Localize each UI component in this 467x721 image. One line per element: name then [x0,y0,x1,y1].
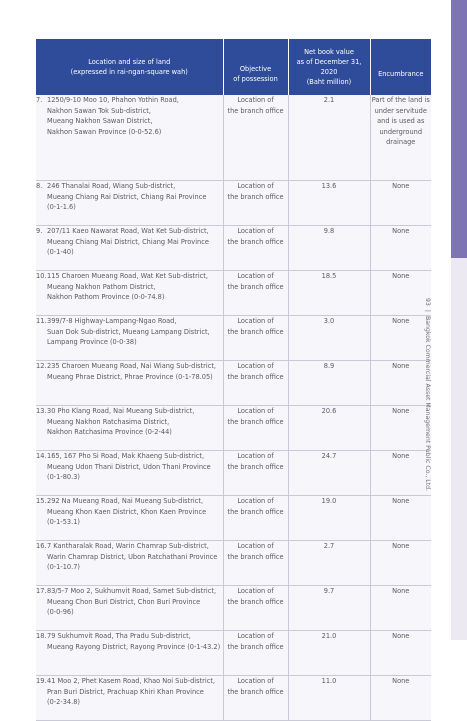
location-line: 292 Na Mueang Road, Nai Mueang Sub-district, [47,497,204,505]
encumbrance-line: None [392,587,410,595]
page-number: 93 [424,298,431,306]
table-row [36,406,431,451]
table-row [36,226,431,271]
encumbrance-line: None [392,182,410,190]
objective-cell [223,361,288,406]
location-line: 246 Thanalai Road, Wiang Sub-district, [47,182,176,190]
location-line: 83/5-7 Moo 2, Sukhumvit Road, Samet Sub-district, [47,587,217,595]
net-book-value-cell: 2.1 [288,95,370,181]
net-book-value-cell: 21.0 [288,631,370,676]
objective-cell [223,451,288,496]
encumbrance-line: and is used as [377,117,425,126]
location-line: (0-0-96) [47,608,74,617]
location-line: 1250/9-10 Moo 10, Phahon Yothin Road, [47,96,179,104]
location-line: (0-1-80.3) [47,473,80,482]
net-book-value-cell: 2.7 [288,541,370,586]
objective-line: the branch office [227,237,284,246]
table-row [36,451,431,496]
location-line: 207/11 Kaeo Nawarat Road, Wat Ket Sub-district, [47,227,209,235]
header-location: Location and size of land (expressed in rai-ngan-square wah) [36,39,223,95]
location-cell [36,271,223,316]
page-footer-vertical [421,298,433,508]
location-line: Mueang Khon Kaen District, Khon Kaen Province [47,507,207,516]
row-number: 17. [36,587,47,595]
objective-line: Location of [237,272,274,280]
location-line: 399/7-8 Highway-Lampang-Ngao Road, [47,317,177,325]
objective-cell [223,631,288,676]
location-cell [36,496,223,541]
objective-cell [223,496,288,541]
location-line: Mueang Chiang Mai District, Chiang Mai Province [47,237,209,246]
location-line: (0-1-10.7) [47,563,80,572]
net-book-value-cell: 18.5 [288,271,370,316]
table-row [36,95,431,181]
net-book-value-cell: 19.0 [288,496,370,541]
location-line: (0-1-53.1) [47,518,80,527]
objective-cell [223,226,288,271]
location-line: Nakhon Pathom Province (0-0-74.8) [47,293,165,302]
table-row [36,586,431,631]
objective-line: Location of [237,96,274,104]
objective-cell [223,541,288,586]
encumbrance-cell [370,95,431,181]
objective-line: Location of [237,632,274,640]
objective-line: the branch office [227,687,284,696]
location-cell [36,586,223,631]
encumbrance-cell [370,586,431,631]
objective-line: the branch office [227,192,284,201]
side-tab-accent [451,0,467,258]
property-table [36,39,431,721]
net-book-value-cell: 24.7 [288,451,370,496]
encumbrance-line: None [392,407,410,415]
location-line: 30 Pho Klang Road, Nai Mueang Sub-district, [47,407,195,415]
net-book-value-cell: 9.8 [288,226,370,271]
table-row [36,316,431,361]
objective-line: Location of [237,452,274,460]
location-cell [36,361,223,406]
encumbrance-line: None [392,272,410,280]
row-number: 9. [36,227,43,235]
table-header-row [36,39,431,95]
encumbrance-line: None [392,452,410,460]
objective-line: the branch office [227,106,284,115]
encumbrance-line: None [392,362,410,370]
location-line: (0-2-34.8) [47,698,80,707]
objective-cell [223,316,288,361]
objective-line: the branch office [227,282,284,291]
encumbrance-cell [370,226,431,271]
location-line: Mueang Udon Thani District, Udon Thani Province [47,462,211,471]
objective-line: the branch office [227,462,284,471]
row-number: 8. [36,182,43,190]
encumbrance-line: under servitude [374,106,427,115]
location-line: Mueang Chiang Rai District, Chiang Rai Province [47,192,207,201]
objective-cell [223,676,288,721]
row-number: 12. [36,362,47,370]
location-line: 7 Kantharalak Road, Warin Chamrap Sub-district, [47,542,209,550]
objective-line: the branch office [227,417,284,426]
net-book-value-cell: 8.9 [288,361,370,406]
location-line: 115 Charoen Mueang Road, Wat Ket Sub-district, [47,272,208,280]
table-row [36,631,431,676]
table-row [36,541,431,586]
location-cell [36,631,223,676]
location-line: Pran Buri District, Prachuap Khiri Khan Province [47,687,204,696]
location-cell [36,676,223,721]
encumbrance-line: None [392,677,410,685]
net-book-value-cell: 11.0 [288,676,370,721]
row-number: 7. [36,96,43,104]
objective-line: Location of [237,182,274,190]
objective-line: Location of [237,497,274,505]
location-cell [36,95,223,181]
row-number: 14. [36,452,47,460]
encumbrance-line: drainage [386,138,416,147]
row-number: 16. [36,542,47,550]
objective-line: Location of [237,542,274,550]
location-line: Mueang Rayong District, Rayong Province (0-1-43.2) [47,642,221,651]
location-cell [36,451,223,496]
objective-line: Location of [237,317,274,325]
company-name: Bangkok Commercial Asset Management Public Co., Ltd. [424,315,431,492]
location-line: 41 Moo 2, Phet Kasem Road, Khao Noi Sub-district, [47,677,216,685]
objective-line: Location of [237,362,274,370]
location-line: Mueang Nakhon Sawan District, [47,117,153,126]
location-line: Lampang Province (0-0-38) [47,338,137,347]
location-cell [36,181,223,226]
location-line: (0-1-40) [47,248,74,257]
objective-line: the branch office [227,372,284,381]
objective-line: the branch office [227,597,284,606]
location-line: Mueang Nakhon Pathom District, [47,282,156,291]
header-objective: Objective of possession [223,39,288,95]
objective-line: the branch office [227,642,284,651]
row-number: 10. [36,272,47,280]
objective-cell [223,586,288,631]
objective-cell [223,271,288,316]
location-cell [36,226,223,271]
location-line: Nakhon Sawan Tok Sub-district, [47,106,151,115]
encumbrance-cell [370,631,431,676]
objective-line: the branch office [227,507,284,516]
encumbrance-line: None [392,227,410,235]
encumbrance-line: None [392,317,410,325]
location-line: (0-1-1.6) [47,203,76,212]
row-number: 13. [36,407,47,415]
encumbrance-line: None [392,497,410,505]
objective-cell [223,181,288,226]
footer-separator: | [424,309,431,312]
table-row [36,496,431,541]
table-row [36,676,431,721]
row-number: 15. [36,497,47,505]
location-line: Nakhon Sawan Province (0-0-52.6) [47,127,162,136]
net-book-value-cell: 9.7 [288,586,370,631]
objective-line: Location of [237,677,274,685]
objective-line: the branch office [227,327,284,336]
objective-cell [223,406,288,451]
net-book-value-cell: 13.6 [288,181,370,226]
location-cell [36,316,223,361]
net-book-value-cell: 3.0 [288,316,370,361]
location-cell [36,406,223,451]
location-line: Mueang Chon Buri District, Chon Buri Province [47,597,201,606]
objective-line: Location of [237,407,274,415]
location-cell [36,541,223,586]
encumbrance-line: underground [379,127,423,136]
location-line: Nakhon Ratchasima Province (0-2-44) [47,428,172,437]
row-number: 18. [36,632,47,640]
table-row [36,361,431,406]
row-number: 11. [36,317,47,325]
location-line: Mueang Nakhon Ratchasima District, [47,417,170,426]
header-encumbrance: Encumbrance [370,39,431,95]
encumbrance-line: Part of the land is [371,96,430,104]
net-book-value-cell: 20.6 [288,406,370,451]
table-row [36,181,431,226]
encumbrance-cell [370,541,431,586]
location-line: 165, 167 Pho Si Road, Mak Khaeng Sub-district, [47,452,205,460]
row-number: 19. [36,677,47,685]
encumbrance-line: None [392,632,410,640]
side-tab [451,0,467,640]
objective-line: the branch office [227,552,284,561]
location-line: 235 Charoen Mueang Road, Nai Wiang Sub-district, [47,362,217,370]
objective-cell [223,95,288,181]
encumbrance-line: None [392,542,410,550]
encumbrance-cell [370,181,431,226]
header-net-book-value: Net book value as of December 31, 2020 (Baht million) [288,39,370,95]
location-line: Mueang Phrae District, Phrae Province (0-1-78.05) [47,372,213,381]
location-line: 79 Sukhumvit Road, Tha Pradu Sub-district, [47,632,191,640]
encumbrance-cell [370,676,431,721]
objective-line: Location of [237,227,274,235]
objective-line: Location of [237,587,274,595]
location-line: Suan Dok Sub-district, Mueang Lampang District, [47,327,210,336]
table-row [36,271,431,316]
location-line: Warin Chamrap District, Ubon Ratchathani Province [47,552,218,561]
